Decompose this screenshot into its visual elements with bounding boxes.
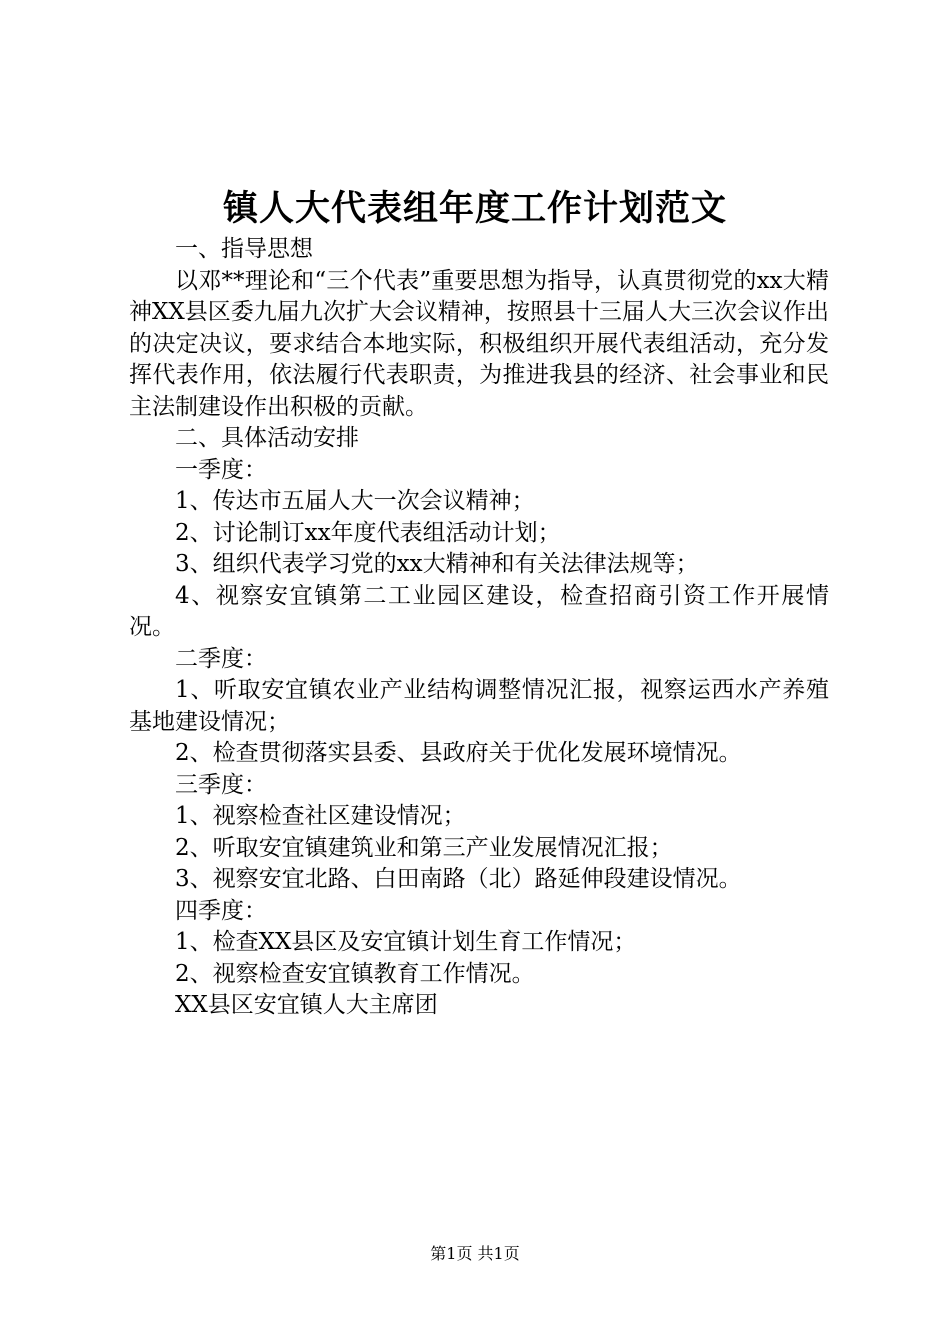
list-item: 2、听取安宜镇建筑业和第三产业发展情况汇报； bbox=[175, 834, 673, 861]
quarter-heading-q4: 四季度： bbox=[175, 897, 267, 924]
list-item: 2、讨论制订xx年度代表组活动计划； bbox=[175, 519, 561, 546]
page-footer: 第1页 共1页 bbox=[430, 1244, 520, 1263]
list-item: 4、视察安宜镇第二工业园区建设，检查招商引资工作开展情况。 bbox=[129, 582, 829, 640]
document-body bbox=[129, 234, 829, 1022]
quarter-heading-q2: 二季度： bbox=[175, 645, 267, 672]
paragraph-guiding-thought: 以邓**理论和“三个代表”重要思想为指导，认真贯彻党的xx大精神XX县区委九届九次扩大会议精神，按照县十三届人大三次会议作出的决定决议，要求结合本地实际，积极组织开展代表组活动，充分发挥代表作用，依法履行代表职责，为推进我县的经济、社会事业和民主法制建设作出积极的贡献。 bbox=[129, 267, 829, 420]
list-item: 2、视察检查安宜镇教育工作情况。 bbox=[175, 960, 535, 987]
list-item: 3、视察安宜北路、白田南路（北）路延伸段建设情况。 bbox=[175, 866, 742, 892]
section-heading-activities: 二、具体活动安排 bbox=[175, 425, 359, 451]
document-title: 镇人大代表组年度工作计划范文 bbox=[222, 189, 727, 229]
list-item: 1、检查XX县区及安宜镇计划生育工作情况； bbox=[175, 929, 637, 955]
quarter-heading-q3: 三季度： bbox=[175, 771, 267, 798]
list-item: 1、视察检查社区建设情况； bbox=[175, 803, 466, 829]
list-item: 1、传达市五届人大一次会议精神； bbox=[175, 488, 535, 514]
list-item: 1、听取安宜镇农业产业结构调整情况汇报，视察运西水产养殖基地建设情况； bbox=[129, 677, 829, 735]
signature-line: XX县区安宜镇人大主席团 bbox=[175, 992, 438, 1018]
quarter-heading-q1: 一季度： bbox=[175, 456, 267, 483]
list-item: 2、检查贯彻落实县委、县政府关于优化发展环境情况。 bbox=[175, 740, 742, 766]
list-item: 3、组织代表学习党的xx大精神和有关法律法规等； bbox=[175, 551, 699, 577]
section-heading-guiding-thought: 一、指导思想 bbox=[175, 236, 313, 262]
